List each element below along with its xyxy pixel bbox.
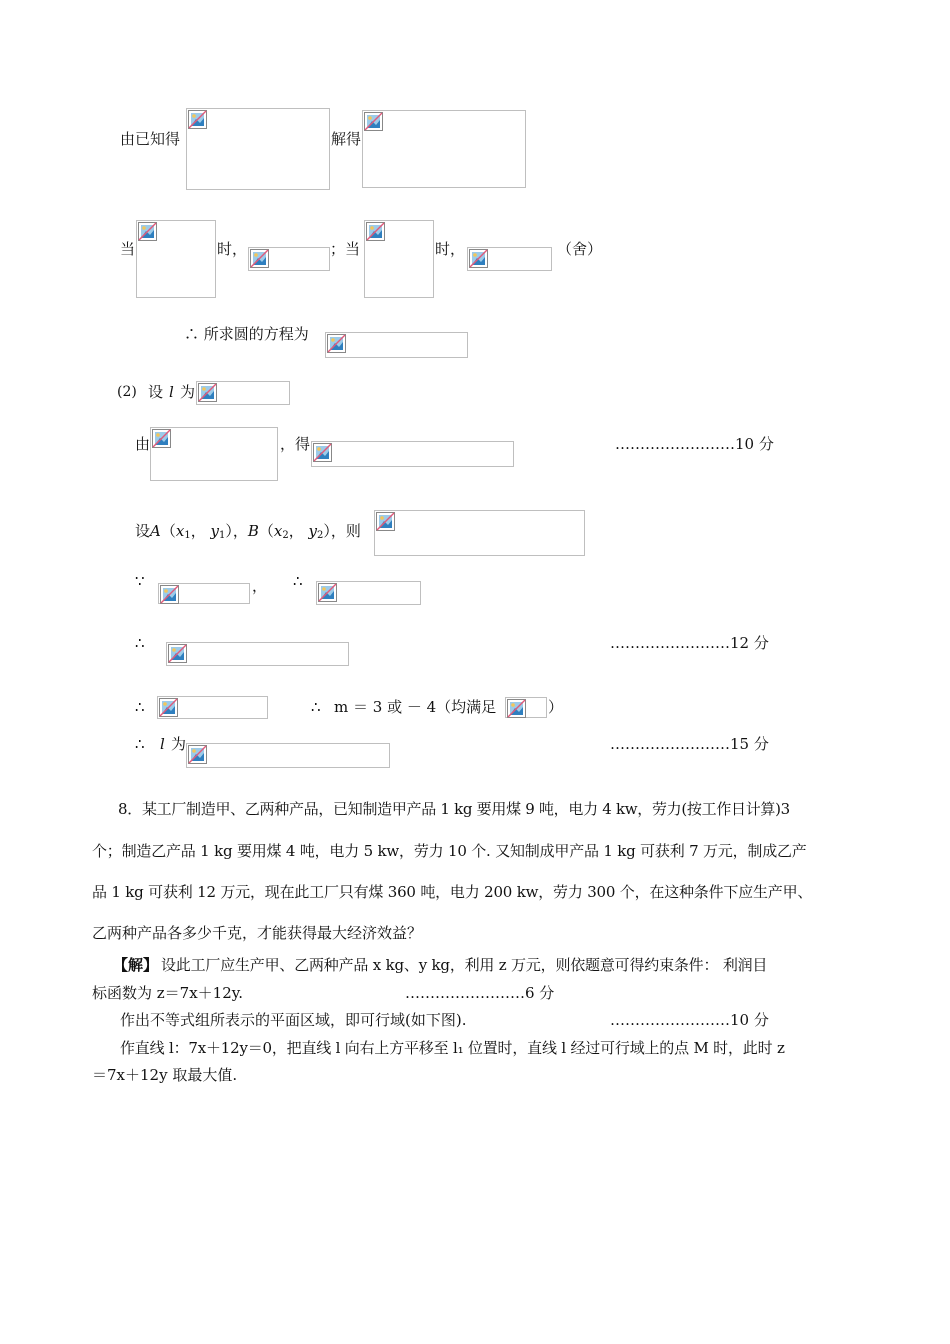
symbol-therefore: ∴: [293, 572, 303, 590]
broken-image-icon: [188, 745, 207, 764]
solution-label: 【解】: [113, 956, 159, 974]
formula-image: [186, 743, 390, 768]
text-comma: ，: [252, 577, 268, 595]
text-m-values: m ＝ 3 或 － 4（均满足: [334, 698, 497, 716]
broken-image-icon: [313, 443, 332, 462]
symbol-therefore: ∴: [311, 698, 321, 716]
text-shi: 时，: [217, 240, 248, 258]
formula-image: [248, 247, 330, 271]
text-shi2: 时，: [435, 240, 466, 258]
broken-image-icon: [152, 429, 171, 448]
text-you: 由: [135, 435, 151, 453]
broken-image-icon: [188, 110, 207, 129]
broken-image-icon: [159, 698, 178, 717]
text-de: ，得: [280, 435, 311, 453]
formula-image: [196, 381, 290, 405]
broken-image-icon: [168, 644, 187, 663]
formula-image: [467, 247, 552, 271]
score-12: ……………………12 分: [610, 634, 769, 652]
broken-image-icon: [138, 222, 157, 241]
broken-image-icon: [469, 249, 488, 268]
text-circle-equation: ∴ 所求圆的方程为: [184, 325, 309, 343]
formula-image: [186, 108, 330, 190]
solution-line4: 作直线 l：7x＋12y＝0，把直线 l 向右上方平移至 l₁ 位置时，直线 l 经过可行域上的点 M 时，此时 z: [120, 1039, 785, 1057]
formula-image: [362, 110, 526, 188]
text-jiede: 解得: [331, 130, 362, 148]
formula-image: [374, 510, 585, 556]
formula-image: [158, 583, 250, 604]
text-she-l: 设: [148, 383, 164, 401]
broken-image-icon: [250, 249, 269, 268]
broken-image-icon: [507, 699, 526, 718]
problem8-line4: 乙两种产品各多少千克，才能获得最大经济效益？: [92, 924, 423, 942]
symbol-therefore: ∴: [135, 698, 145, 716]
var-l: l: [169, 383, 174, 401]
var-l: l: [160, 735, 165, 753]
formula-image: [325, 332, 468, 358]
broken-image-icon: [327, 334, 346, 353]
part2-number: (2): [117, 384, 137, 400]
symbol-because: ∵: [135, 572, 145, 590]
formula-image: [150, 427, 278, 481]
text-youyizhide: 由已知得: [120, 130, 181, 148]
broken-image-icon: [364, 112, 383, 131]
problem8-line2: 个；制造乙产品 1 kg 要用煤 4 吨，电力 5 kw，劳力 10 个. 又知制成甲产品 1 kg 可获利 7 万元，制成乙产: [92, 842, 807, 860]
formula-image: [364, 220, 434, 298]
broken-image-icon: [318, 583, 337, 602]
text-wei: 为: [171, 735, 187, 753]
formula-image: [311, 441, 514, 467]
formula-image: [316, 581, 421, 605]
symbol-therefore: ∴: [135, 634, 145, 652]
broken-image-icon: [376, 512, 395, 531]
formula-image: [157, 696, 268, 719]
score-10b: ……………………10 分: [610, 1011, 769, 1029]
solution-line3: 作出不等式组所表示的平面区域，即可行域(如下图).: [120, 1011, 467, 1029]
broken-image-icon: [198, 383, 217, 402]
broken-image-icon: [366, 222, 385, 241]
formula-image: [136, 220, 216, 298]
text-dang: 当: [120, 240, 136, 258]
solution-line1: 设此工厂应生产甲、乙两种产品 x kg、y kg，利用 z 万元，则依题意可得约束条件： 利润目: [161, 956, 768, 974]
solution-line5: ＝7x＋12y 取最大值.: [92, 1066, 238, 1084]
broken-image-icon: [160, 585, 179, 604]
score-10: ……………………10 分: [615, 435, 774, 453]
text-dang2: ；当: [330, 240, 361, 258]
text-she: （舍）: [557, 240, 603, 258]
problem8-line1: 8．某工厂制造甲、乙两种产品，已知制造甲产品 1 kg 要用煤 9 吨，电力 4 kw，劳力(按工作日计算)3: [118, 800, 790, 818]
formula-image: [166, 642, 349, 666]
score-6: ……………………6 分: [405, 984, 555, 1002]
solution-line2: 标函数为 z＝7x＋12y.: [92, 984, 244, 1002]
text-set-points: 设$A(x_1$， $y_1$），$B(x_2$， $y_2$），则: [135, 522, 361, 541]
text-wei: 为: [180, 383, 196, 401]
formula-image: [505, 697, 547, 718]
problem8-line3: 品 1 kg 可获利 12 万元，现在此工厂只有煤 360 吨，电力 200 kw，劳力 300 个，在这种条件下应生产甲、: [92, 883, 813, 901]
symbol-therefore: ∴: [135, 735, 145, 753]
score-15: ……………………15 分: [610, 735, 769, 753]
text-close-paren: ）: [548, 698, 564, 716]
